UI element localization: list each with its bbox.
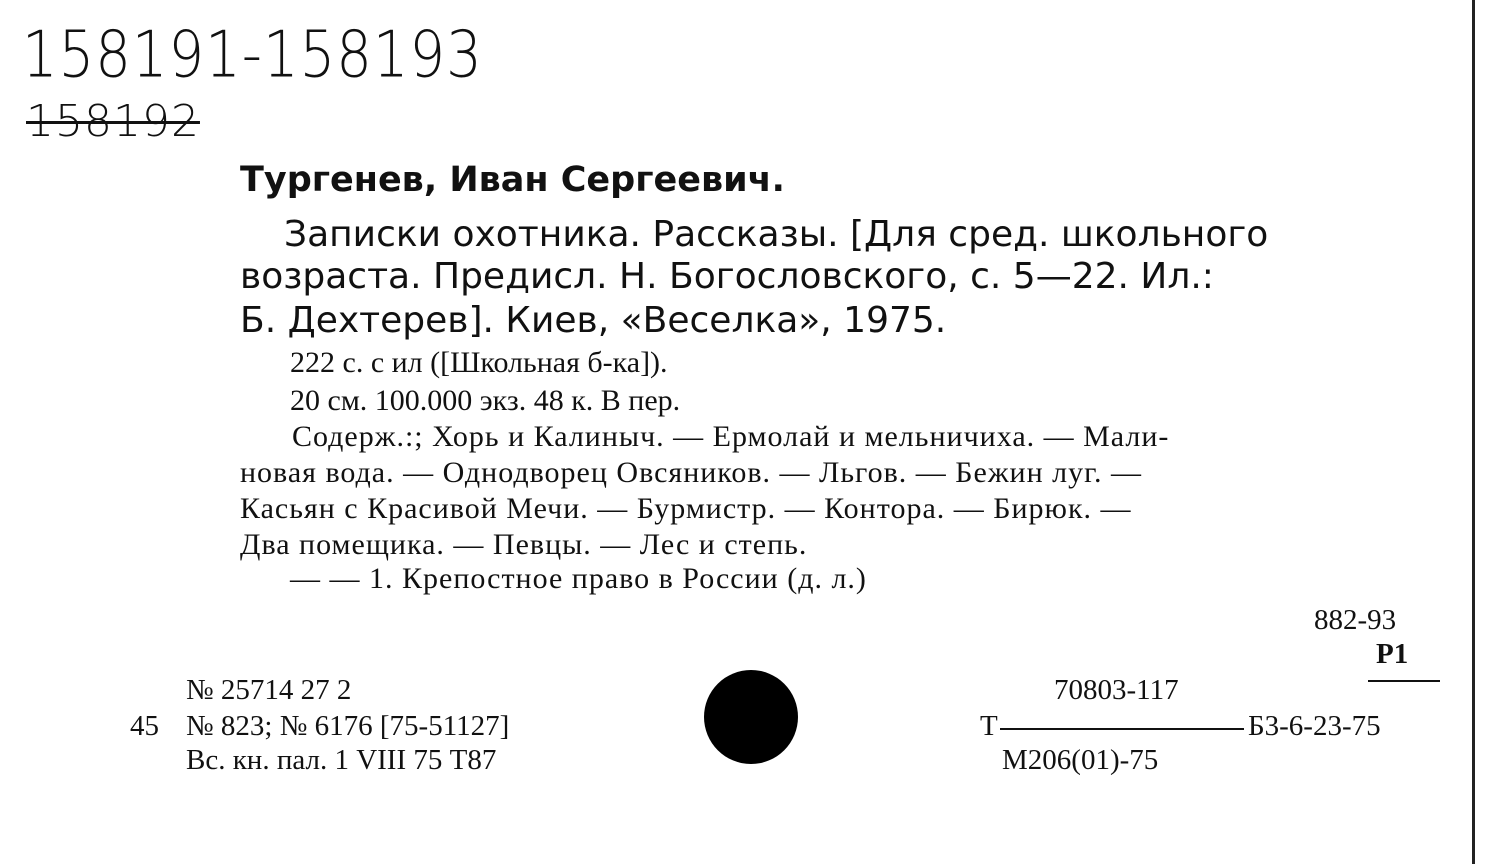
contents-line-1: Содерж.:; Хорь и Калиныч. — Ермолай и мельничиха. — Мали-: [292, 420, 1170, 453]
publisher-code-right: Б3-6-23-75: [1248, 710, 1381, 742]
card-edge: [1472, 0, 1475, 864]
handwritten-inventory-range: 158191-158193: [22, 18, 483, 93]
physical-description: 222 с. с ил ([Школьная б-ка]).: [290, 346, 668, 379]
punch-hole: [704, 670, 798, 764]
handwritten-struck-number: 158192: [26, 96, 200, 147]
title-line-2: возраста. Предисл. Н. Богословского, с. 5—22. Ил.:: [240, 256, 1214, 297]
registration-prefix: 45: [130, 710, 159, 742]
publisher-code-top: 70803-117: [1054, 674, 1179, 706]
title-line-3: Б. Дехтерев]. Киев, «Веселка», 1975.: [240, 300, 947, 341]
registration-line-1: № 25714 27 2: [186, 674, 352, 706]
bbk-index: Р1: [1376, 638, 1409, 670]
registration-line-3: Вс. кн. пал. 1 VIII 75 Т87: [186, 744, 497, 776]
contents-line-4: Два помещика. — Певцы. — Лес и степь.: [240, 528, 808, 561]
publisher-code-bottom: М206(01)-75: [1002, 744, 1159, 776]
publisher-code-rule: [1000, 728, 1244, 730]
contents-line-2: новая вода. — Однодворец Овсяников. — Льгов. — Бежин луг. —: [240, 456, 1143, 489]
author-heading: Тургенев, Иван Сергеевич.: [240, 160, 785, 200]
registration-line-2: № 823; № 6176 [75-51127]: [186, 710, 510, 742]
title-line-1: Записки охотника. Рассказы. [Для сред. школьного: [284, 214, 1269, 255]
contents-line-3: Касьян с Красивой Мечи. — Бурмистр. — Контора. — Бирюк. —: [240, 492, 1132, 525]
publisher-code-letter: Т: [980, 710, 998, 742]
size-and-price: 20 см. 100.000 экз. 48 к. В пер.: [290, 384, 681, 417]
udc-index: 882-93: [1314, 604, 1397, 636]
index-underline: [1368, 680, 1440, 682]
subject-heading: — — 1. Крепостное право в России (д. л.): [290, 562, 867, 595]
